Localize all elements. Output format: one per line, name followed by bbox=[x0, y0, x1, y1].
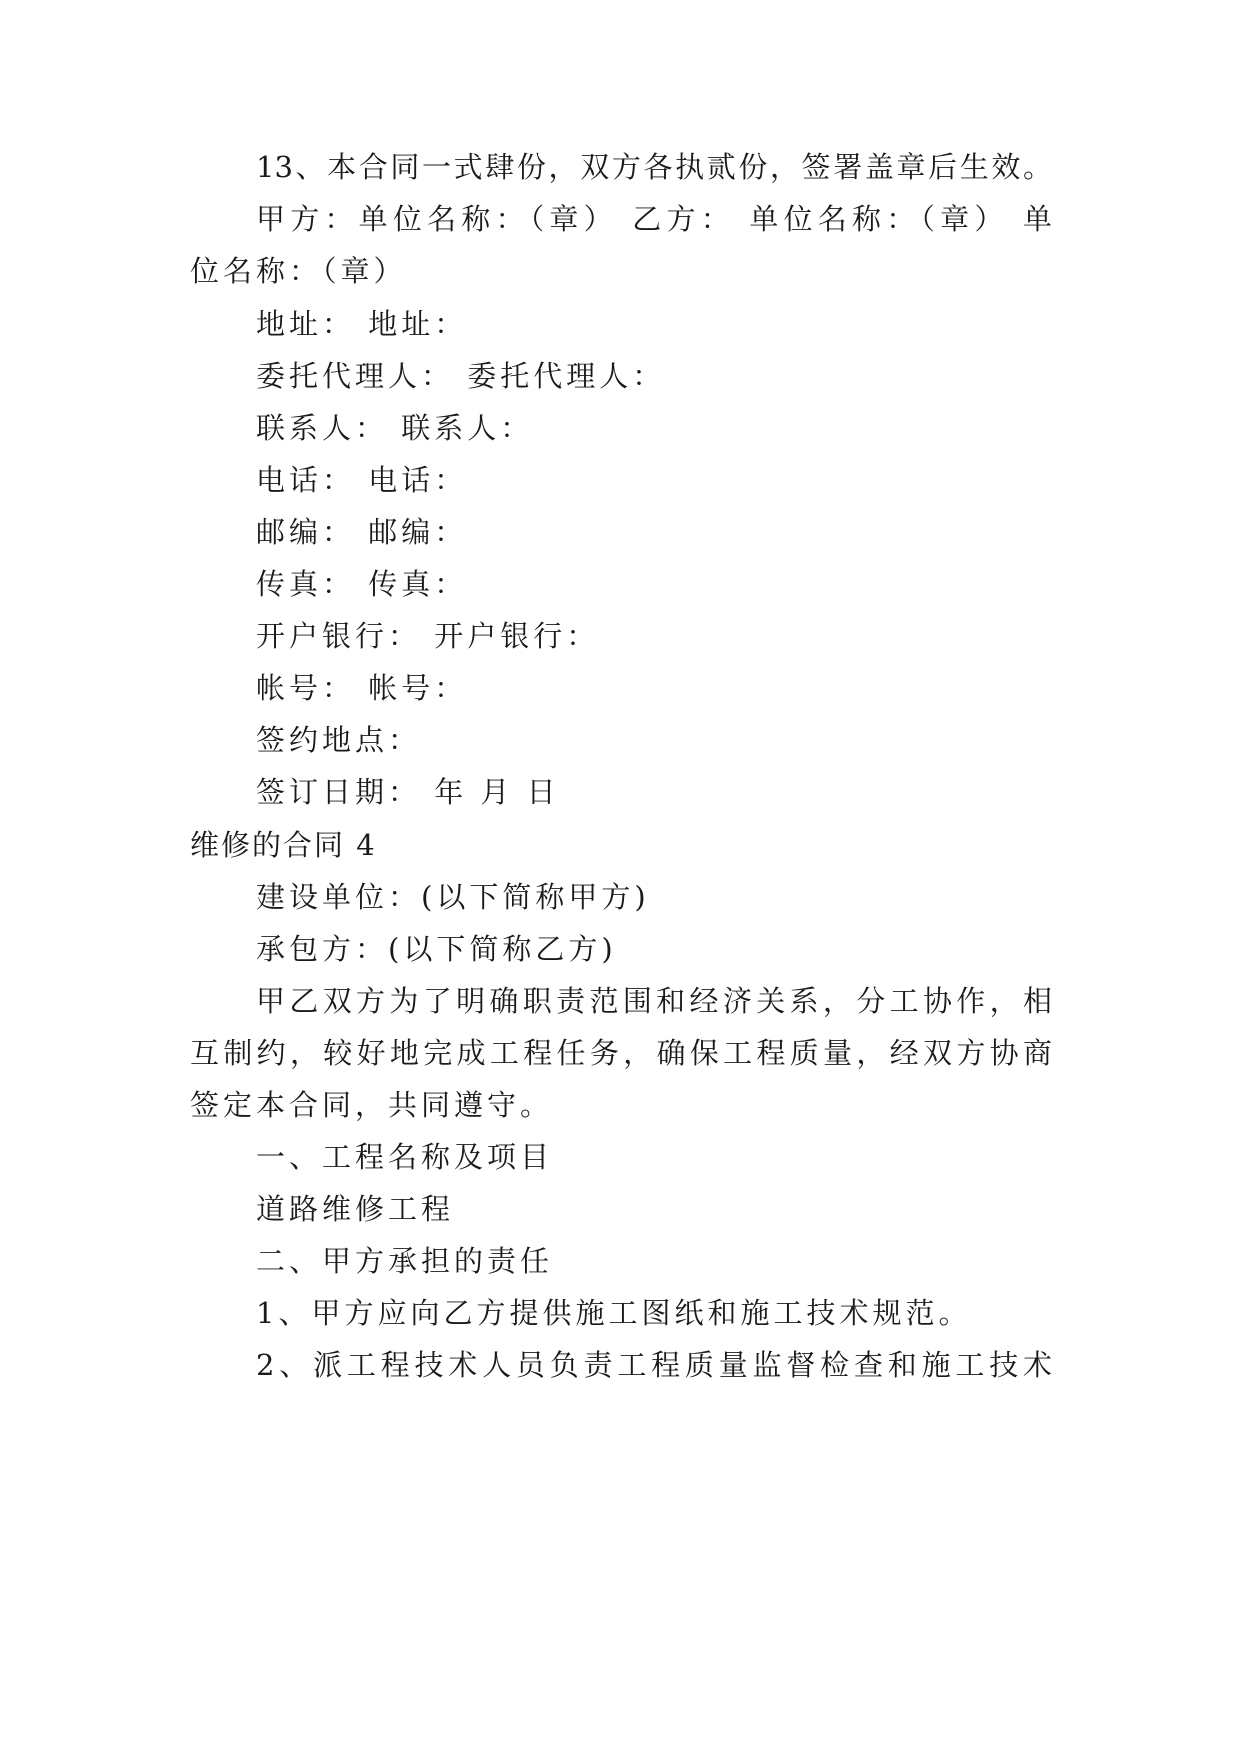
party-names-continued: 位名称：（章） bbox=[190, 254, 407, 288]
construction-unit-line: 建设单位：(以下简称甲方) bbox=[256, 880, 650, 914]
postcode-line: 邮编： 邮编： bbox=[256, 515, 468, 549]
bank-line: 开户银行： 开户银行： bbox=[256, 619, 600, 653]
section-2-heading: 二、甲方承担的责任 bbox=[256, 1244, 554, 1278]
duty-item-2: 2、派工程技术人员负责工程质量监督检查和施工技术 bbox=[256, 1348, 1052, 1382]
preamble-line-2: 互制约，较好地完成工程任务，确保工程质量，经双方协商 bbox=[190, 1036, 1052, 1070]
contractor-line: 承包方：(以下简称乙方) bbox=[256, 932, 617, 966]
clause-13: 13、本合同一式肆份，双方各执贰份，签署盖章后生效。 bbox=[256, 150, 1052, 184]
section-title: 维修的合同 4 bbox=[190, 828, 377, 862]
preamble-line-1: 甲乙双方为了明确职责范围和经济关系，分工协作，相 bbox=[256, 984, 1052, 1018]
project-name: 道路维修工程 bbox=[256, 1192, 455, 1226]
duty-item-1: 1、甲方应向乙方提供施工图纸和施工技术规范。 bbox=[256, 1296, 972, 1330]
section-1-heading: 一、工程名称及项目 bbox=[256, 1140, 554, 1174]
fax-line: 传真： 传真： bbox=[256, 567, 468, 601]
address-line: 地址： 地址： bbox=[256, 307, 468, 341]
signing-place-line: 签约地点： bbox=[256, 723, 422, 757]
agent-line: 委托代理人： 委托代理人： bbox=[256, 359, 666, 393]
phone-line: 电话： 电话： bbox=[256, 463, 468, 497]
account-line: 帐号： 帐号： bbox=[256, 671, 468, 705]
preamble-line-3: 签定本合同，共同遵守。 bbox=[190, 1088, 554, 1122]
contact-line: 联系人： 联系人： bbox=[256, 411, 534, 445]
signing-date-line: 签订日期： 年 月 日 bbox=[256, 775, 560, 809]
party-a-b-names: 甲方：单位名称：（章） 乙方： 单位名称：（章） 单 bbox=[256, 202, 1052, 236]
